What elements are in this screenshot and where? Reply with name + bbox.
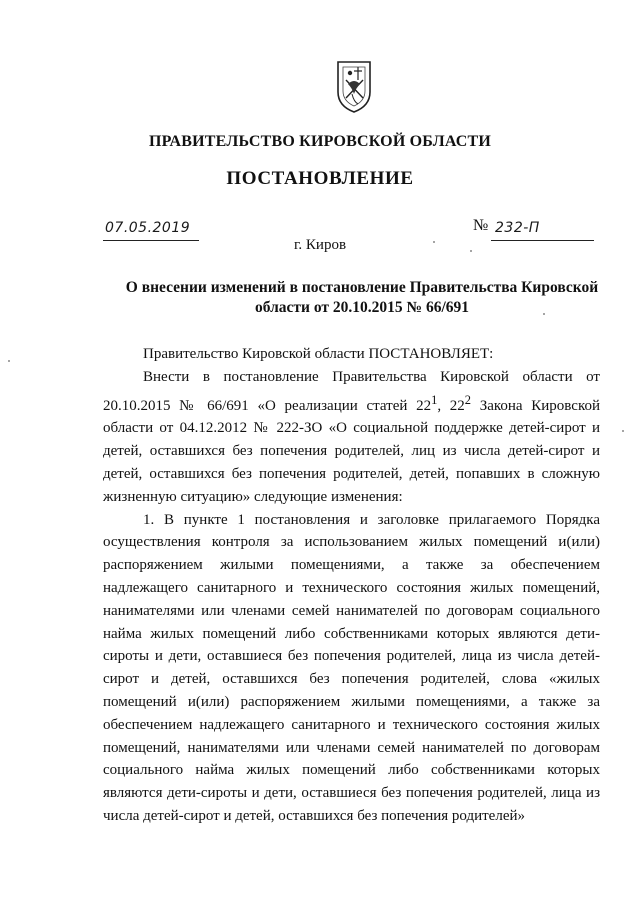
paragraph-preamble: Правительство Кировской области ПОСТАНОВЛЯЕТ: (143, 346, 494, 362)
scan-speck (470, 250, 472, 252)
kirov-region-coat-of-arms-icon (334, 58, 374, 114)
scan-speck (622, 430, 624, 432)
organization-name: ПРАВИТЕЛЬСТВО КИРОВСКОЙ ОБЛАСТИ (148, 133, 492, 150)
paragraph-item-1: 1. В пункте 1 постановления и заголовке прилагаемого Порядка осуществления контроля за использованием жилых помещений и(или) распоряжением жилыми помещениями, а также за обеспечением надлежащего санитарного и технического состояния жилых помещений, нанимателями или членами семей нанимателей по договорам социального найма жилых помещений либо собственниками которых являются дети-сироты и дети, оставшиеся без попечения родителей, лица из числа детей-сирот и детей, оставшихся без попечения родителей, слова «жилых помещений и(или) распоряжением жилыми помещениями, а также за обеспечением надлежащего санитарного и технического состояния жилых помещений, нанимателями или членами семей нанимателей по договорам социального найма жилых помещений либо собственниками которых являются дети-сироты и дети, оставшиеся без попечения родителей, лица из числа детей-сирот и детей, оставшихся без попечения родителей» (103, 511, 600, 824)
city: г. Киров (293, 237, 347, 253)
scan-speck (8, 360, 10, 362)
document-body (103, 343, 600, 828)
superscript-2: 2 (464, 392, 472, 407)
document-title (112, 278, 612, 318)
title-line-1: О внесении изменений в постановление Правительства Кировской (125, 279, 599, 296)
superscript-1: 1 (431, 392, 438, 407)
handwritten-date: 07.05.2019 (105, 220, 191, 236)
handwritten-number: 232-П (495, 220, 540, 236)
paragraph-main-part-3: Закона Кировской области от 04.12.2012 № 222-ЗО «О социальной поддержке детей-сирот и детей, оставшихся без попечения родителей, лиц из числа детей-сирот и детей, оставшихся без попечения родителей, детей, попавших в сложную жизненную ситуацию» следующие изменения: (103, 397, 601, 505)
document-type: ПОСТАНОВЛЕНИЕ (226, 168, 414, 189)
paragraph-main (103, 366, 600, 509)
scan-speck (433, 241, 435, 243)
title-line-2: области от 20.10.2015 № 66/691 (254, 299, 470, 316)
number-label: № (473, 217, 489, 234)
paragraph-main-part-1: Внести в постановление Правительства Кировской области от 20.10.2015 № 66/691 «О реализации статей 22 (103, 368, 600, 414)
scan-speck (543, 313, 545, 315)
paragraph-main-part-2: , 22 (437, 397, 465, 414)
